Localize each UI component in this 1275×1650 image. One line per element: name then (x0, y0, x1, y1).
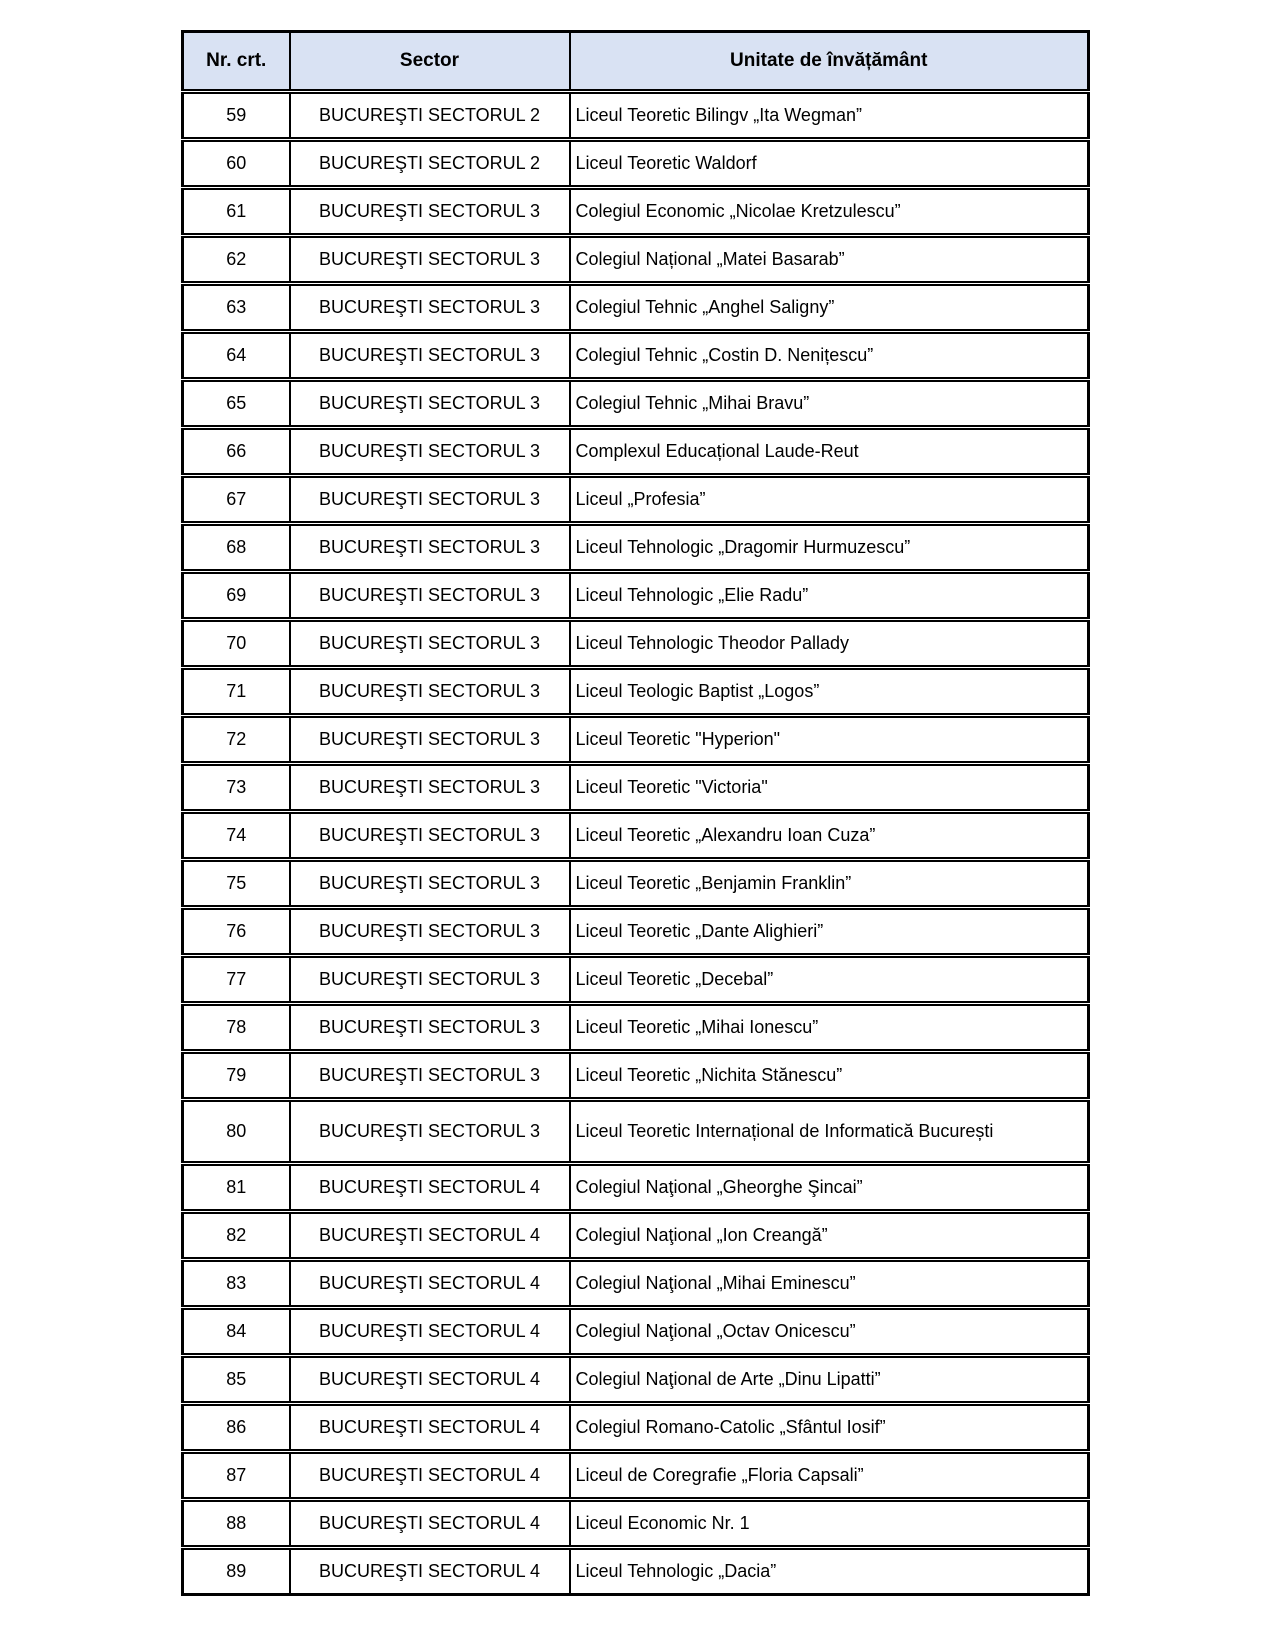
table-row (183, 1500, 1089, 1548)
table-row (183, 812, 1089, 860)
sector-cell: BUCUREŞTI SECTORUL 3 (290, 1052, 570, 1100)
school-name-cell: Colegiul Economic „Nicolae Kretzulescu” (570, 188, 1089, 236)
school-name-cell: Liceul Teoretic Internațional de Informatică București (570, 1100, 1089, 1164)
table-row (183, 572, 1089, 620)
row-number-cell: 69 (183, 572, 290, 620)
schools-table (181, 30, 1090, 1596)
sector-cell: BUCUREŞTI SECTORUL 3 (290, 1100, 570, 1164)
table-row (183, 284, 1089, 332)
school-name-cell: Liceul Tehnologic „Elie Radu” (570, 572, 1089, 620)
table-row (183, 620, 1089, 668)
table-row (183, 668, 1089, 716)
row-number-cell: 85 (183, 1356, 290, 1404)
row-number-cell: 79 (183, 1052, 290, 1100)
table-row (183, 428, 1089, 476)
row-number-cell: 71 (183, 668, 290, 716)
table-row (183, 1164, 1089, 1212)
sector-cell: BUCUREŞTI SECTORUL 4 (290, 1548, 570, 1595)
sector-cell: BUCUREŞTI SECTORUL 3 (290, 572, 570, 620)
table-row (183, 476, 1089, 524)
row-number-cell: 60 (183, 140, 290, 188)
school-name-cell: Liceul Teoretic „Alexandru Ioan Cuza” (570, 812, 1089, 860)
school-name-cell: Colegiul Național „Matei Basarab” (570, 236, 1089, 284)
sector-cell: BUCUREŞTI SECTORUL 3 (290, 236, 570, 284)
school-name-cell: Liceul Economic Nr. 1 (570, 1500, 1089, 1548)
row-number-cell: 77 (183, 956, 290, 1004)
row-number-cell: 81 (183, 1164, 290, 1212)
sector-cell: BUCUREŞTI SECTORUL 4 (290, 1404, 570, 1452)
table-row (183, 1212, 1089, 1260)
row-number-cell: 82 (183, 1212, 290, 1260)
school-name-cell: Colegiul Naţional „Mihai Eminescu” (570, 1260, 1089, 1308)
table-row (183, 1452, 1089, 1500)
table-row (183, 92, 1089, 140)
row-number-cell: 83 (183, 1260, 290, 1308)
school-name-cell: Liceul Teoretic „Decebal” (570, 956, 1089, 1004)
school-name-cell: Colegiul Tehnic „Mihai Bravu” (570, 380, 1089, 428)
school-name-cell: Liceul Teoretic "Victoria" (570, 764, 1089, 812)
school-name-cell: Liceul Teoretic "Hyperion" (570, 716, 1089, 764)
school-name-cell: Colegiul Naţional „Ion Creangă” (570, 1212, 1089, 1260)
school-name-cell: Liceul de Coregrafie „Floria Capsali” (570, 1452, 1089, 1500)
column-header-nr-crt: Nr. crt. (183, 32, 290, 92)
table-row (183, 1052, 1089, 1100)
table-row (183, 1308, 1089, 1356)
sector-cell: BUCUREŞTI SECTORUL 3 (290, 380, 570, 428)
row-number-cell: 80 (183, 1100, 290, 1164)
table-row (183, 860, 1089, 908)
sector-cell: BUCUREŞTI SECTORUL 3 (290, 620, 570, 668)
row-number-cell: 76 (183, 908, 290, 956)
row-number-cell: 86 (183, 1404, 290, 1452)
school-name-cell: Liceul Tehnologic „Dragomir Hurmuzescu” (570, 524, 1089, 572)
row-number-cell: 66 (183, 428, 290, 476)
row-number-cell: 61 (183, 188, 290, 236)
sector-cell: BUCUREŞTI SECTORUL 3 (290, 812, 570, 860)
school-name-cell: Liceul Teoretic „Mihai Ionescu” (570, 1004, 1089, 1052)
table-row (183, 236, 1089, 284)
school-name-cell: Colegiul Romano-Catolic „Sfântul Iosif” (570, 1404, 1089, 1452)
row-number-cell: 75 (183, 860, 290, 908)
sector-cell: BUCUREŞTI SECTORUL 2 (290, 92, 570, 140)
sector-cell: BUCUREŞTI SECTORUL 3 (290, 668, 570, 716)
sector-cell: BUCUREŞTI SECTORUL 3 (290, 284, 570, 332)
row-number-cell: 65 (183, 380, 290, 428)
column-header-unitate: Unitate de învățământ (570, 32, 1089, 92)
table-row (183, 332, 1089, 380)
school-name-cell: Liceul Teoretic Waldorf (570, 140, 1089, 188)
table-row (183, 188, 1089, 236)
school-name-cell: Liceul Teologic Baptist „Logos” (570, 668, 1089, 716)
column-header-sector: Sector (290, 32, 570, 92)
table-row (183, 1260, 1089, 1308)
row-number-cell: 59 (183, 92, 290, 140)
sector-cell: BUCUREŞTI SECTORUL 3 (290, 716, 570, 764)
school-name-cell: Liceul Teoretic „Dante Alighieri” (570, 908, 1089, 956)
row-number-cell: 87 (183, 1452, 290, 1500)
school-name-cell: Liceul Tehnologic „Dacia” (570, 1548, 1089, 1595)
table-header-row (183, 32, 1089, 92)
school-name-cell: Liceul Teoretic „Benjamin Franklin” (570, 860, 1089, 908)
sector-cell: BUCUREŞTI SECTORUL 4 (290, 1212, 570, 1260)
school-name-cell: Colegiul Naţional „Gheorghe Şincai” (570, 1164, 1089, 1212)
row-number-cell: 84 (183, 1308, 290, 1356)
sector-cell: BUCUREŞTI SECTORUL 4 (290, 1356, 570, 1404)
row-number-cell: 62 (183, 236, 290, 284)
school-name-cell: Colegiul Naţional de Arte „Dinu Lipatti” (570, 1356, 1089, 1404)
table-row (183, 1100, 1089, 1164)
table-row (183, 764, 1089, 812)
school-name-cell: Liceul „Profesia” (570, 476, 1089, 524)
sector-cell: BUCUREŞTI SECTORUL 3 (290, 332, 570, 380)
sector-cell: BUCUREŞTI SECTORUL 3 (290, 476, 570, 524)
row-number-cell: 74 (183, 812, 290, 860)
row-number-cell: 72 (183, 716, 290, 764)
table-row (183, 140, 1089, 188)
table-row (183, 716, 1089, 764)
row-number-cell: 64 (183, 332, 290, 380)
sector-cell: BUCUREŞTI SECTORUL 2 (290, 140, 570, 188)
sector-cell: BUCUREŞTI SECTORUL 4 (290, 1500, 570, 1548)
school-name-cell: Liceul Teoretic Bilingv „Ita Wegman” (570, 92, 1089, 140)
sector-cell: BUCUREŞTI SECTORUL 3 (290, 188, 570, 236)
table-row (183, 1548, 1089, 1595)
school-name-cell: Colegiul Tehnic „Costin D. Nenițescu” (570, 332, 1089, 380)
table-row (183, 380, 1089, 428)
row-number-cell: 68 (183, 524, 290, 572)
sector-cell: BUCUREŞTI SECTORUL 3 (290, 956, 570, 1004)
row-number-cell: 73 (183, 764, 290, 812)
school-name-cell: Colegiul Tehnic „Anghel Saligny” (570, 284, 1089, 332)
school-name-cell: Liceul Teoretic „Nichita Stănescu” (570, 1052, 1089, 1100)
table-row (183, 1356, 1089, 1404)
sector-cell: BUCUREŞTI SECTORUL 3 (290, 764, 570, 812)
table-row (183, 1004, 1089, 1052)
row-number-cell: 88 (183, 1500, 290, 1548)
row-number-cell: 78 (183, 1004, 290, 1052)
row-number-cell: 63 (183, 284, 290, 332)
sector-cell: BUCUREŞTI SECTORUL 3 (290, 524, 570, 572)
school-name-cell: Colegiul Naţional „Octav Onicescu” (570, 1308, 1089, 1356)
row-number-cell: 70 (183, 620, 290, 668)
row-number-cell: 89 (183, 1548, 290, 1595)
sector-cell: BUCUREŞTI SECTORUL 3 (290, 428, 570, 476)
sector-cell: BUCUREŞTI SECTORUL 4 (290, 1164, 570, 1212)
sector-cell: BUCUREŞTI SECTORUL 3 (290, 1004, 570, 1052)
table-row (183, 524, 1089, 572)
sector-cell: BUCUREŞTI SECTORUL 4 (290, 1452, 570, 1500)
school-name-cell: Complexul Educațional Laude-Reut (570, 428, 1089, 476)
sector-cell: BUCUREŞTI SECTORUL 3 (290, 860, 570, 908)
row-number-cell: 67 (183, 476, 290, 524)
table-row (183, 1404, 1089, 1452)
school-name-cell: Liceul Tehnologic Theodor Pallady (570, 620, 1089, 668)
table-row (183, 956, 1089, 1004)
sector-cell: BUCUREŞTI SECTORUL 3 (290, 908, 570, 956)
sector-cell: BUCUREŞTI SECTORUL 4 (290, 1260, 570, 1308)
table-row (183, 908, 1089, 956)
sector-cell: BUCUREŞTI SECTORUL 4 (290, 1308, 570, 1356)
